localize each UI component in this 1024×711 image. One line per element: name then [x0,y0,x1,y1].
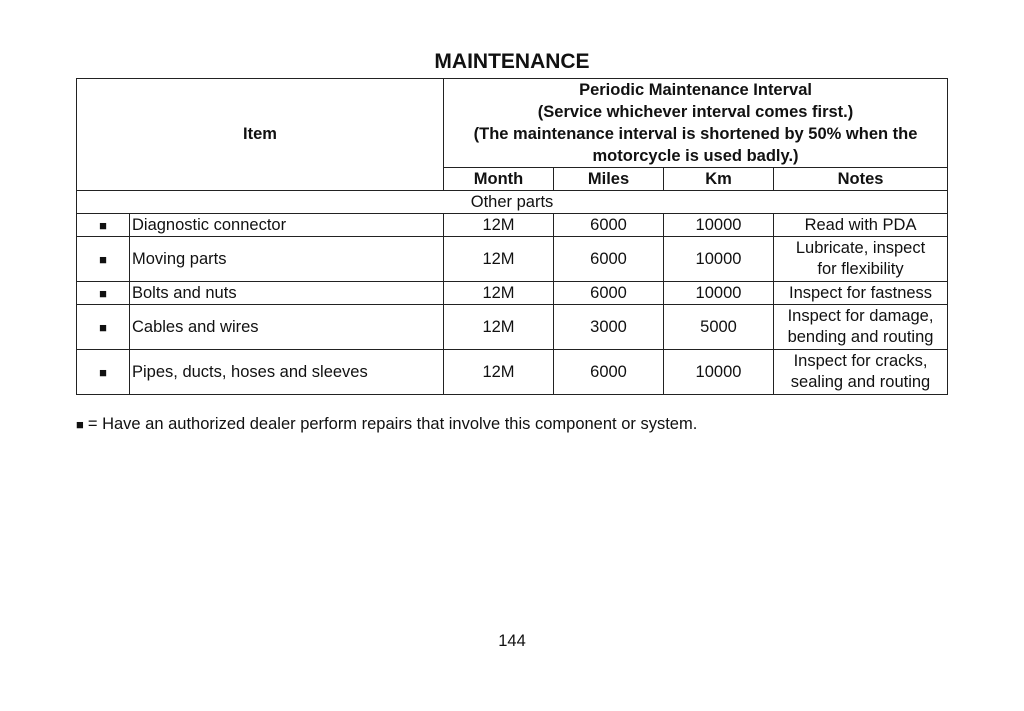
notes-line: for flexibility [817,260,904,278]
month-cell: 12M [444,282,554,305]
km-cell: 5000 [664,305,774,350]
item-name: Moving parts [130,237,444,282]
dealer-bullet-icon: ■ [77,350,130,395]
notes-line: Inspect for cracks, [793,352,928,370]
notes-cell [774,305,948,350]
column-header-notes: Notes [774,168,948,191]
km-cell: 10000 [664,214,774,237]
interval-header-line: motorcycle is used badly.) [592,147,799,165]
page-number: 144 [498,632,526,650]
section-label: Other parts [77,191,948,214]
item-header: Item [77,79,444,191]
month-cell: 12M [444,214,554,237]
miles-cell: 6000 [554,214,664,237]
column-header-miles: Miles [554,168,664,191]
item-name: Pipes, ducts, hoses and sleeves [130,350,444,395]
dealer-bullet-icon: ■ [77,214,130,237]
miles-cell: 6000 [554,350,664,395]
notes-line: Read with PDA [804,215,917,234]
km-cell: 10000 [664,282,774,305]
dealer-bullet-icon: ■ [77,305,130,350]
item-name: Bolts and nuts [130,282,444,305]
maintenance-table [76,78,948,395]
dealer-bullet-icon: ■ [77,282,130,305]
notes-line: Inspect for damage, [787,307,934,325]
notes-line: Inspect for fastness [788,283,933,302]
month-cell: 12M [444,237,554,282]
table-row [77,237,948,282]
legend [76,413,697,436]
miles-cell: 6000 [554,282,664,305]
table-row [77,214,948,237]
column-header-km: Km [664,168,774,191]
notes-cell [774,237,948,282]
section-row [77,191,948,214]
item-name: Diagnostic connector [130,214,444,237]
month-cell: 12M [444,350,554,395]
interval-header [444,79,948,168]
column-header-month: Month [444,168,554,191]
notes-cell [774,350,948,395]
notes-line: bending and routing [787,328,934,346]
dealer-bullet-icon: ■ [76,417,84,432]
notes-cell [774,282,948,305]
table-row [77,282,948,305]
km-cell: 10000 [664,237,774,282]
miles-cell: 6000 [554,237,664,282]
notes-line: sealing and routing [790,373,931,391]
table-row [77,305,948,350]
table-row [77,350,948,395]
interval-header-line: (Service whichever interval comes first.) [537,103,854,121]
month-cell: 12M [444,305,554,350]
miles-cell: 3000 [554,305,664,350]
notes-cell [774,214,948,237]
interval-header-line: (The maintenance interval is shortened by 50% when the [473,125,918,143]
page-title: MAINTENANCE [434,50,590,73]
legend-text: = Have an authorized dealer perform repairs that involve this component or system. [87,415,698,433]
km-cell: 10000 [664,350,774,395]
notes-line: Lubricate, inspect [795,239,926,257]
item-name: Cables and wires [130,305,444,350]
interval-header-line: Periodic Maintenance Interval [579,81,812,99]
table-header-row [77,79,948,168]
dealer-bullet-icon: ■ [77,237,130,282]
